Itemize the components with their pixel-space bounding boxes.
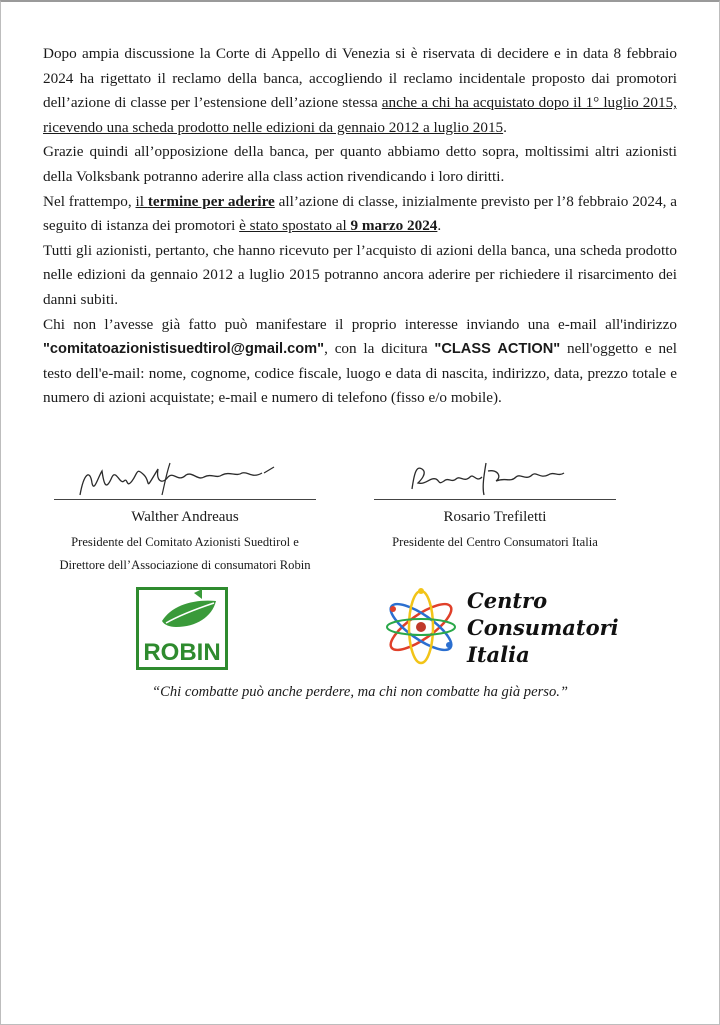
letter-body: [43, 42, 677, 411]
paragraph-2: Grazie quindi all’opposizione della banca, per quanto abbiamo detto sopra, moltissimi altri azionisti della Volksbank potranno aderire alla class action rivendicando i loro diritti.: [43, 143, 677, 185]
cci-logo: [383, 585, 633, 669]
email-subject: "CLASS ACTION": [434, 341, 561, 358]
paragraph-3: Nel frattempo, il termine per aderire all’azione di classe, inizialmente previsto per l’8 febbraio 2024, a seguito di istanza dei promotori è stato spostato al 9 marzo 2024.: [43, 192, 677, 235]
paragraph-5: Chi non l’avesse già fatto può manifestare il proprio interesse inviando una e-mail all'indirizzo "comitatoazionistisuedtirol@gmail.com", con la dicitura "CLASS ACTION" nell'oggetto e nel testo dell'e-mail: nome, cognome, codice fiscale, luogo e data di nascita, indirizzo, data, prezzo totale e numero di azioni acquistate; e-mail e numero di telefono (fisso e/o mobile).: [43, 315, 678, 407]
handwritten-signature-right: [360, 455, 630, 499]
cci-logo-line3: Italia: [467, 642, 530, 667]
signature-line-right: [374, 499, 616, 500]
deadline-term: termine per aderire: [147, 192, 275, 210]
signatory-role-right: Presidente del Centro Consumatori Italia: [392, 535, 598, 549]
signatory-name-right: Rosario Trefiletti: [443, 509, 547, 525]
cci-atom-emblem: [385, 588, 458, 663]
robin-logo: [136, 587, 228, 670]
handwritten-signature-left: [40, 455, 330, 499]
signature-block-right: [360, 455, 630, 554]
cci-logo-line1: Centro: [467, 588, 548, 613]
underlined-extension: anche a chi ha acquistato dopo il 1° luglio 2015, ricevendo una scheda prodotto nelle edizioni da gennaio 2012 a luglio 2015: [43, 94, 677, 136]
signatory-role-left: Presidente del Comitato Azionisti Suedtirol e Direttore dell’Associazione di consumatori Robin: [59, 535, 311, 572]
paragraph-1: Dopo ampia discussione la Corte di Appello di Venezia si è riservata di decidere e in data 8 febbraio 2024 ha rigettato il reclamo della banca, accogliendo il reclamo incidentale proposto dai promotori dell’azione di classe per l’estensione dell’azione stessa anche a chi ha acquistato dopo il 1° luglio 2015, ricevendo una scheda prodotto nelle edizioni da gennaio 2012 a luglio 2015.: [43, 45, 677, 136]
closing-quote: “Chi combatte può anche perdere, ma chi non combatte ha già perso.”: [152, 684, 568, 700]
paragraph-4: Tutti gli azionisti, pertanto, che hanno ricevuto per l’acquisto di azioni della banca, una scheda prodotto nelle edizioni da gennaio 2012 a luglio 2015 potranno ancora aderire per richiedere il risarcimento dei danni subiti.: [43, 241, 677, 308]
signatory-name-left: Walther Andreaus: [131, 509, 239, 525]
robin-logo-text: ROBIN: [143, 639, 221, 666]
deadline-date: 9 marzo 2024: [350, 217, 438, 235]
cci-logo-line2: Consumatori: [467, 615, 619, 640]
email-address: "comitatoazionistisuedtirol@gmail.com": [43, 341, 325, 358]
signature-line-left: [54, 499, 316, 500]
signature-block-left: [40, 455, 330, 577]
